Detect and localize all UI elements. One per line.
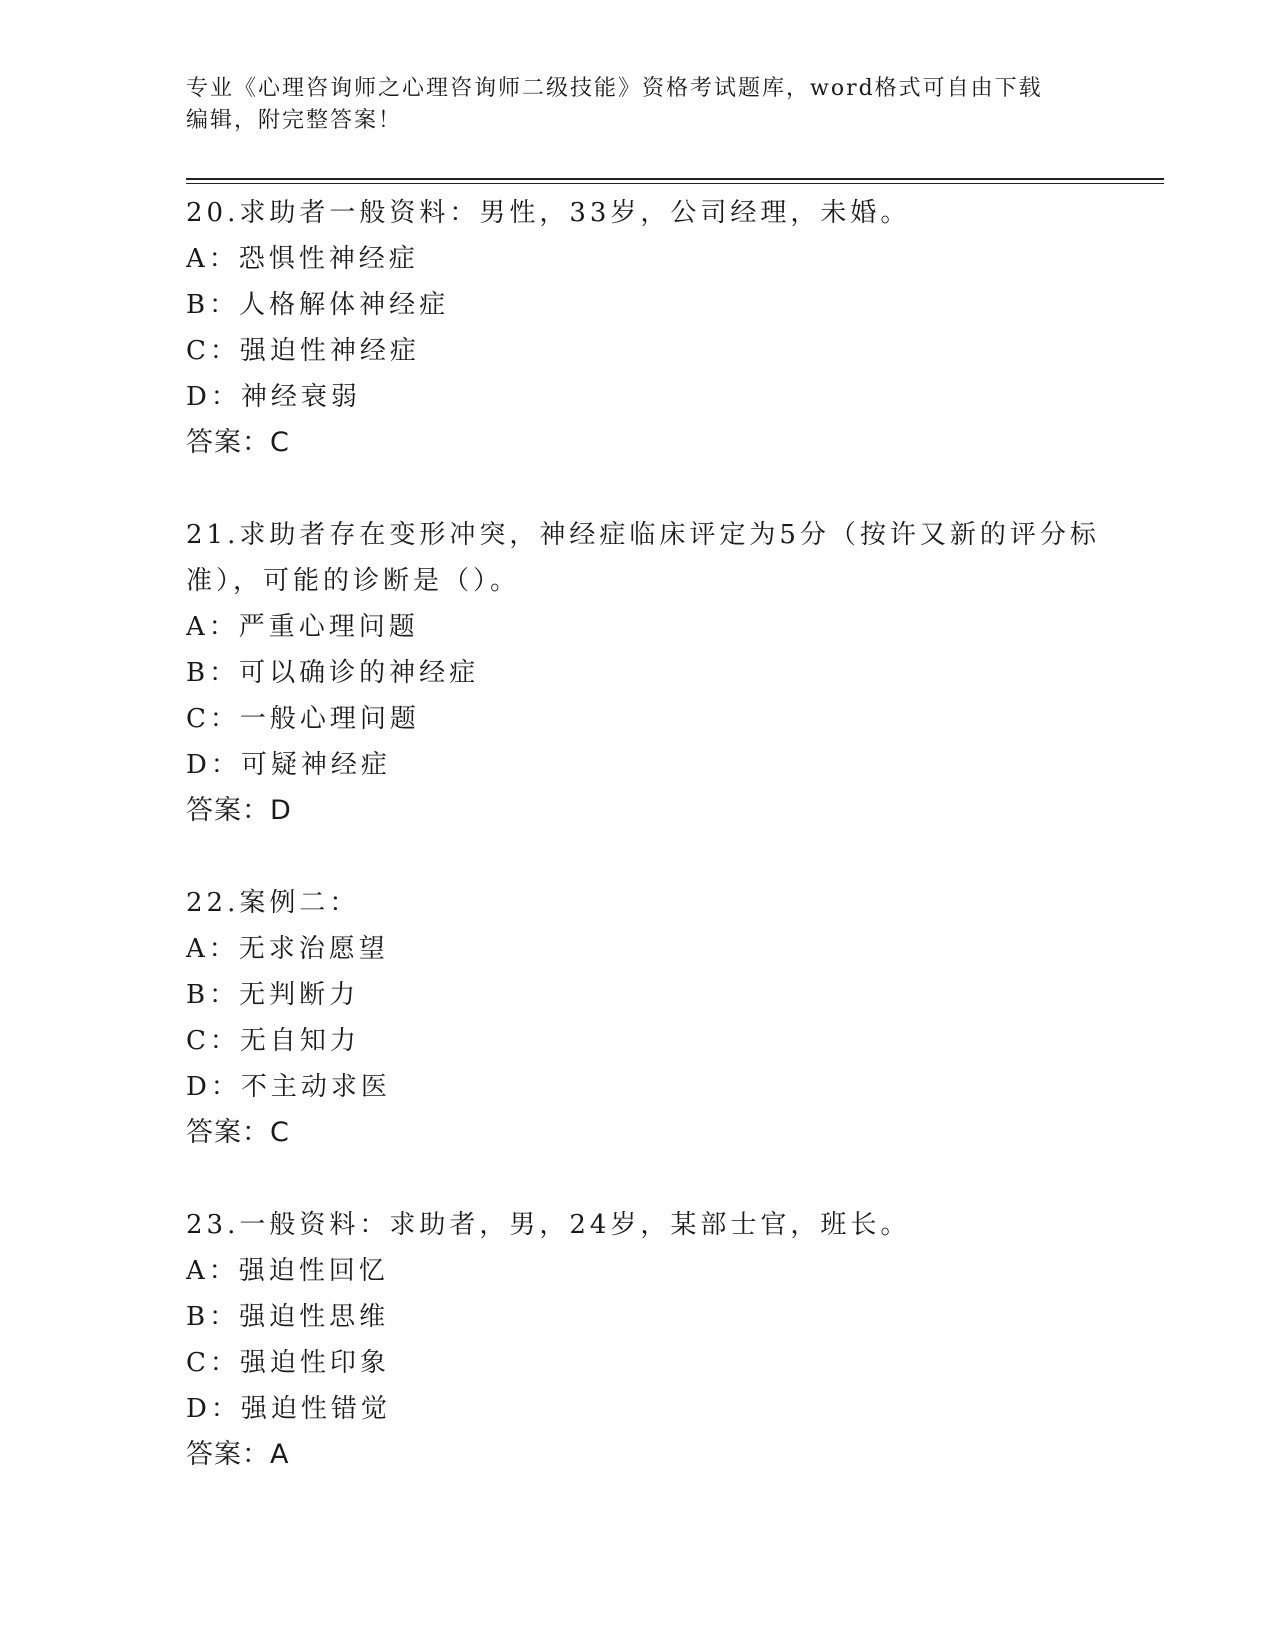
option-d: D：可疑神经症 <box>186 750 391 780</box>
header-divider-thin <box>186 183 1164 184</box>
answer-line: 答案：D <box>186 795 292 826</box>
option-a: A：无求治愿望 <box>186 934 389 964</box>
question-text: 22.案例二： <box>186 888 360 918</box>
option-d: D：神经衰弱 <box>186 382 361 412</box>
document-header <box>186 73 1066 137</box>
option-a: A：强迫性回忆 <box>186 1256 389 1286</box>
option-b: B：无判断力 <box>186 980 360 1010</box>
option-c: C：一般心理问题 <box>186 704 420 734</box>
option-b: B：强迫性思维 <box>186 1302 390 1332</box>
question-item <box>186 512 1106 834</box>
option-b: B：人格解体神经症 <box>186 290 450 320</box>
header-line-1: 专业《心理咨询师之心理咨询师二级技能》资格考试题库，word格式可自由下载 <box>186 76 1043 101</box>
option-c: C：强迫性印象 <box>186 1348 390 1378</box>
option-d: D：强迫性错觉 <box>186 1394 391 1424</box>
answer-line: 答案：C <box>186 427 290 458</box>
header-divider-thick <box>186 178 1164 180</box>
question-item <box>186 1202 1106 1478</box>
question-item <box>186 880 1106 1156</box>
question-text: 23.一般资料：求助者，男，24岁，某部士官，班长。 <box>186 1210 911 1240</box>
option-c: C：强迫性神经症 <box>186 336 420 366</box>
option-c: C：无自知力 <box>186 1026 360 1056</box>
option-d: D：不主动求医 <box>186 1072 391 1102</box>
option-a: A：恐惧性神经症 <box>186 244 419 274</box>
question-list <box>186 190 1106 1524</box>
answer-line: 答案：A <box>186 1439 290 1470</box>
header-line-2: 编辑，附完整答案！ <box>186 108 403 133</box>
option-b: B：可以确诊的神经症 <box>186 658 480 688</box>
question-item <box>186 190 1106 466</box>
option-a: A：严重心理问题 <box>186 612 419 642</box>
question-text: 20.求助者一般资料：男性，33岁，公司经理，未婚。 <box>186 198 911 228</box>
answer-line: 答案：C <box>186 1117 290 1148</box>
question-text: 21.求助者存在变形冲突，神经症临床评定为5分（按许又新的评分标准），可能的诊断是（）。 <box>186 520 1100 596</box>
